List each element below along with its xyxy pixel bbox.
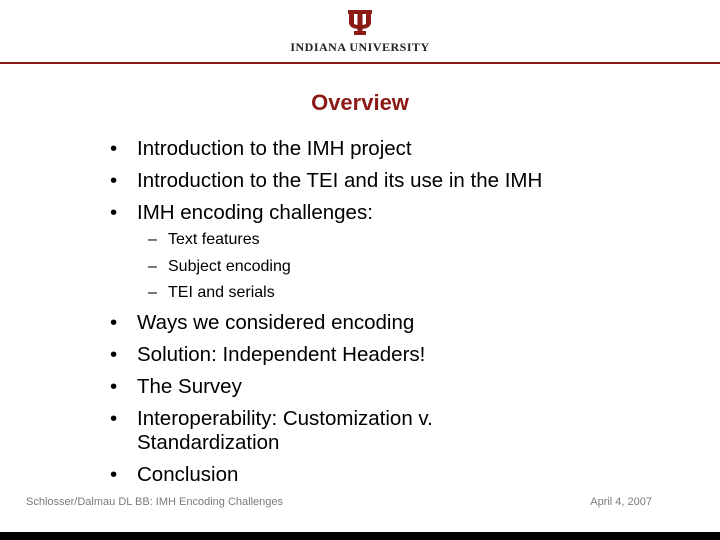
bottom-bar [0,532,720,540]
list-item-text: Introduction to the IMH project [137,137,412,160]
list-item-text: The Survey [137,375,242,398]
sub-list-item-text: Subject encoding [168,258,291,275]
footer-presentation-info: Schlosser/Dalmau DL BB: IMH Encoding Challenges [26,496,283,508]
bullet-marker: • [110,169,118,192]
slide-header [0,0,720,64]
dash-marker: – [148,284,157,301]
slide-title: Overview [311,90,409,115]
list-item-text: Conclusion [137,463,239,486]
list-item-text: Introduction to the TEI and its use in the IMH [137,169,543,192]
list-item-text: Ways we considered encoding [137,311,415,334]
list-item-text: Interoperability: Customization v. [137,407,433,430]
bullet-marker: • [110,407,118,430]
dash-marker: – [148,231,157,248]
footer-date: April 4, 2007 [590,496,652,508]
bullet-marker: • [110,463,118,486]
dash-marker: – [148,258,157,275]
header-divider [0,62,720,64]
list-item-text: Standardization [137,431,280,454]
iu-trident-icon [346,10,374,36]
list-item-text: Solution: Independent Headers! [137,343,426,366]
bullet-marker: • [110,343,118,366]
sub-list-item-text: TEI and serials [168,284,275,301]
sub-list-item-text: Text features [168,231,260,248]
bullet-marker: • [110,311,118,334]
list-item-text: IMH encoding challenges: [137,201,373,224]
bullet-marker: • [110,201,118,224]
logo-text: INDIANA UNIVERSITY [290,40,430,54]
bullet-marker: • [110,137,118,160]
bullet-marker: • [110,375,118,398]
